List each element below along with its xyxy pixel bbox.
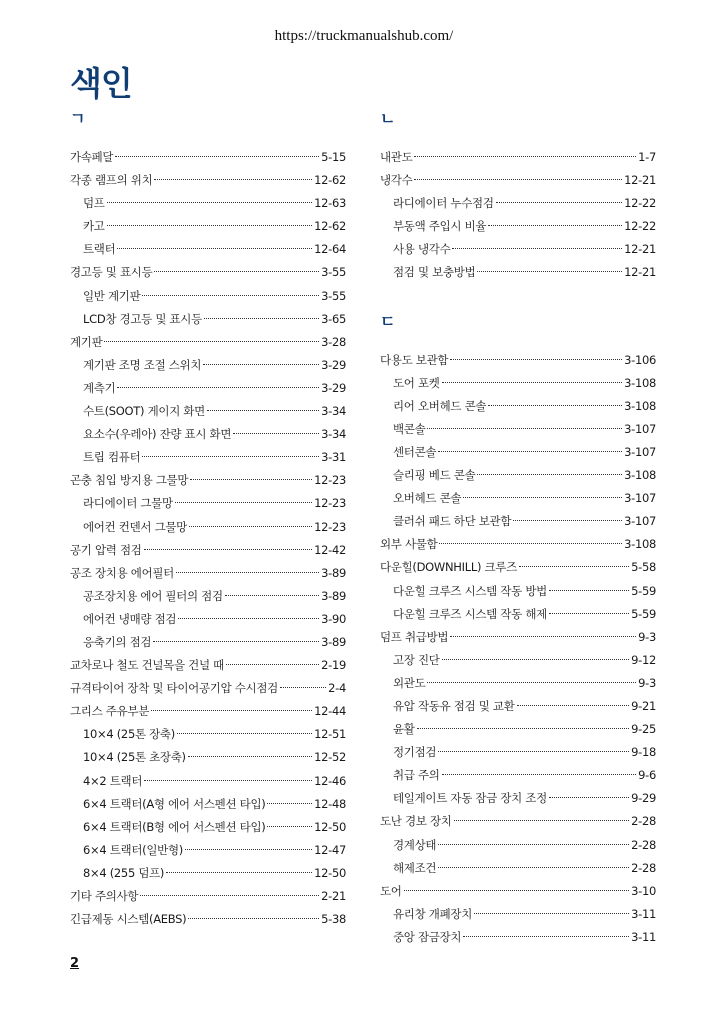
index-subentry [380,834,656,857]
index-subentry [70,585,346,608]
entry-text: 사용 냉각수 [393,242,451,257]
dot-leader [185,849,312,850]
entry-page: 12-52 [314,750,346,765]
entry-page: 3-107 [624,421,656,436]
entry-text: 백콘솔 [393,421,426,436]
entry-page: 9-21 [631,698,656,713]
entry-text: 슬리핑 베드 콘솔 [393,468,476,483]
entry-page: 3-89 [321,634,346,649]
entry-text: 리어 오버헤드 콘솔 [393,398,487,413]
entry-text: 규격타이어 장착 및 타이어공기압 수시점검 [70,681,278,696]
dot-leader [549,613,629,614]
index-entry [380,146,656,169]
entry-page: 3-10 [631,883,656,898]
index-subentry [70,192,346,215]
index-entry [70,654,346,677]
dot-leader [438,451,622,452]
index-entry [380,556,656,579]
dot-leader [142,456,319,457]
dot-leader [427,682,636,683]
index-entry [70,146,346,169]
index-subentry [70,446,346,469]
entry-page: 12-22 [624,219,656,234]
entry-text: 계기판 [70,334,103,349]
entry-page: 3-55 [321,288,346,303]
entry-page: 3-108 [624,398,656,413]
entry-page: 12-50 [314,865,346,880]
index-subentry [70,608,346,631]
dot-leader [203,364,319,365]
entry-text: 취급 주의 [393,768,440,783]
dot-leader [144,780,312,781]
entry-page: 9-12 [631,652,656,667]
dot-leader [280,687,326,688]
index-subentry [70,492,346,515]
dot-leader [450,359,622,360]
index-subentry [380,192,656,215]
index-subentry [380,903,656,926]
entry-page: 2-28 [631,814,656,829]
entry-text: 테일게이트 자동 잠금 장치 조정 [393,791,547,806]
dot-leader [178,618,319,619]
entry-page: 2-19 [321,658,346,673]
index-entry [70,169,346,192]
entry-page: 3-11 [631,906,656,921]
entry-page: 12-62 [314,173,346,188]
dot-leader [477,474,622,475]
dot-leader [226,664,319,665]
entry-text: 덤프 취급방법 [380,629,449,644]
dot-leader [549,590,629,591]
entry-text: 중앙 잠금장치 [393,929,462,944]
entry-text: 센터콘솔 [393,444,437,459]
entry-text: 기타 주의사항 [70,889,139,903]
dot-leader [117,248,312,249]
entry-page: 3-11 [631,929,656,944]
index-subentry [70,354,346,377]
index-entry [70,469,346,492]
entry-text: 라디에이터 누수점검 [393,196,494,211]
dot-leader [267,803,312,804]
dot-leader [549,797,629,798]
entry-text: 다운힐(DOWNHILL) 크루즈 [380,560,517,575]
entry-text: 카고 [83,219,105,234]
entry-page: 3-107 [624,514,656,529]
entry-page: 2-4 [328,681,346,696]
entry-page: 9-6 [638,768,656,783]
dot-leader [188,756,312,757]
dot-leader [463,936,629,937]
index-subentry [380,580,656,603]
group-letter: ㄱ [70,109,86,128]
index-subentry [380,215,656,238]
entry-text: 6×4 트랙터(일반형) [83,842,183,857]
entry-text: 수트(SOOT) 게이지 화면 [83,404,205,419]
dot-leader [477,271,622,272]
index-entry [380,626,656,649]
entry-page: 12-44 [314,704,346,719]
index-entry [70,908,346,931]
entry-text: 가속페달 [70,150,114,164]
entry-text: 경고등 및 표시등 [70,265,153,280]
index-subentry [380,672,656,695]
index-subentry [70,400,346,423]
dot-leader [104,341,319,342]
dot-leader [454,820,630,821]
index-subentry [70,816,346,839]
index-subentry [380,695,656,718]
index-subentry [70,839,346,862]
entry-text: 도어 포켓 [393,375,440,390]
dot-leader [450,636,636,637]
entry-page: 3-29 [321,357,346,372]
dot-leader [427,428,622,429]
dot-leader [513,520,622,521]
index-entry [70,261,346,284]
entry-text: 트랙터 [83,242,116,257]
entry-text: 내관도 [380,150,413,164]
entry-page: 3-31 [321,450,346,465]
index-subentry [380,441,656,464]
entry-page: 12-21 [624,173,656,188]
dot-leader [442,382,622,383]
entry-page: 3-106 [624,352,656,367]
entry-text: 교차로나 철도 건널목을 건널 때 [70,658,224,673]
index-group [380,312,656,949]
entry-text: 공조장치용 에어 필터의 점검 [83,588,223,603]
entry-text: 해제조건 [393,860,437,875]
entry-text: 고장 진단 [393,652,440,667]
entry-page: 2-21 [321,889,346,903]
dot-leader [414,179,622,180]
entry-text: 다운힐 크루즈 시스템 작동 해제 [393,606,547,621]
group-letter: ㄷ [380,311,396,331]
entry-text: 덤프 [83,196,105,211]
entry-text: 에어컨 컨덴서 그물망 [83,519,187,534]
entry-text: 도난 경보 장치 [380,814,452,829]
index-subentry [70,770,346,793]
index-entry [70,562,346,585]
entry-page: 9-29 [631,791,656,806]
index-subentry [70,238,346,261]
dot-leader [142,295,319,296]
entry-page: 12-62 [314,219,346,234]
dot-leader [153,641,319,642]
entry-page: 9-3 [638,629,656,644]
dot-leader [188,918,319,919]
dot-leader [151,710,312,711]
index-column-left [70,109,346,931]
entry-text: 8×4 (255 덤프) [83,865,165,880]
index-subentry [380,418,656,441]
index-subentry [380,372,656,395]
dot-leader [190,479,312,480]
index-subentry [380,926,656,949]
dot-leader [438,844,629,845]
entry-page: 9-18 [631,745,656,760]
entry-text: 다용도 보관함 [380,352,449,367]
entry-page: 3-108 [624,375,656,390]
dot-leader [488,405,622,406]
dot-leader [107,202,312,203]
entry-text: 공조 장치용 에어필터 [70,565,174,580]
dot-leader [207,410,319,411]
entry-page: 12-23 [314,519,346,534]
dot-leader [442,774,637,775]
index-subentry [380,487,656,510]
entry-page: 12-42 [314,542,346,557]
index-entry [380,533,656,556]
index-group [70,109,346,931]
dot-leader [176,572,319,573]
entry-page: 12-23 [314,473,346,488]
index-subentry [70,308,346,331]
index-subentry [70,862,346,885]
entry-page: 12-63 [314,196,346,211]
dot-leader [519,566,629,567]
dot-leader [517,705,630,706]
entry-text: 윤활 [393,722,415,737]
index-subentry [380,857,656,880]
entry-text: 계측기 [83,380,116,395]
index-subentry [380,718,656,741]
entry-page: 2-28 [631,860,656,875]
entry-text: 클러쉬 패드 하단 보관함 [393,514,512,529]
index-subentry [380,649,656,672]
dot-leader [107,225,312,226]
entry-page: 9-3 [638,675,656,690]
entry-page: 3-107 [624,491,656,506]
entry-text: 부동액 주입시 비율 [393,219,487,234]
index-subentry [380,603,656,626]
index-entry [380,349,656,372]
index-subentry [70,516,346,539]
dot-leader [144,549,313,550]
group-letter: ㄴ [380,109,396,128]
entry-text: 외관도 [393,675,426,690]
index-column-right [380,109,656,949]
dot-leader [267,826,312,827]
dot-leader [177,733,312,734]
entry-text: 에어컨 냉매량 점검 [83,611,177,626]
index-entry [380,880,656,903]
index-subentry [70,746,346,769]
entry-text: 도어 [380,883,402,898]
entry-page: 5-59 [631,583,656,598]
dot-leader [474,913,629,914]
index-subentry [70,423,346,446]
entry-text: 공기 압력 점검 [70,542,142,557]
index-subentry [70,793,346,816]
index-subentry [380,261,656,284]
dot-leader [496,202,622,203]
dot-leader [204,318,319,319]
dot-leader [438,867,629,868]
entry-page: 5-59 [631,606,656,621]
dot-leader [442,659,630,660]
entry-text: 10×4 (25톤 장축) [83,727,175,742]
dot-leader [404,890,629,891]
entry-text: 트립 컴퓨터 [83,450,141,465]
entry-page: 12-64 [314,242,346,257]
entry-page: 3-28 [321,334,346,349]
entry-page: 9-25 [631,722,656,737]
entry-text: 오버헤드 콘솔 [393,491,462,506]
dot-leader [117,387,319,388]
index-entry [70,331,346,354]
entry-page: 12-48 [314,796,346,811]
entry-text: 일반 계기판 [83,288,141,303]
entry-page: 3-108 [624,468,656,483]
dot-leader [166,872,312,873]
entry-text: 그리스 주유부분 [70,704,150,719]
entry-page: 1-7 [638,150,656,164]
index-subentry [380,741,656,764]
entry-text: 곤충 침입 방지용 그물망 [70,473,189,488]
page-title: 색인 [70,64,132,103]
dot-leader [414,156,636,157]
index-entry [70,885,346,908]
dot-leader [439,543,622,544]
dot-leader [463,497,622,498]
index-subentry [380,764,656,787]
entry-text: 경계상태 [393,837,437,852]
entry-text: 4×2 트랙터 [83,773,143,788]
entry-page: 5-15 [321,150,346,164]
entry-text: 유리창 개폐장치 [393,906,473,921]
dot-leader [140,895,319,896]
source-url[interactable]: https://truckmanualshub.com/ [274,28,454,44]
index-subentry [70,631,346,654]
entry-page: 12-22 [624,196,656,211]
entry-text: 긴급제동 시스템(AEBS) [70,912,187,927]
entry-text: 다운힐 크루즈 시스템 작동 방법 [393,583,547,598]
entry-text: 10×4 (25톤 초장축) [83,750,186,765]
dot-leader [417,728,629,729]
entry-page: 3-108 [624,537,656,552]
entry-text: 외부 사물함 [380,537,438,552]
entry-page: 12-46 [314,773,346,788]
index-entry [380,810,656,833]
entry-text: 각종 램프의 위치 [70,173,153,188]
entry-page: 5-38 [321,912,346,927]
entry-page: 3-90 [321,611,346,626]
entry-page: 3-34 [321,427,346,442]
entry-text: 유압 작동유 점검 및 교환 [393,698,515,713]
dot-leader [438,751,629,752]
index-entry [70,539,346,562]
entry-text: 6×4 트랙터(B형 에어 서스펜션 타입) [83,819,266,834]
entry-text: 점검 및 보충방법 [393,265,476,280]
index-subentry [380,510,656,533]
entry-page: 5-58 [631,560,656,575]
index-subentry [70,215,346,238]
page-number: 2 [70,956,80,971]
entry-page: 3-65 [321,311,346,326]
entry-page: 2-28 [631,837,656,852]
dot-leader [154,179,312,180]
entry-text: 요소수(우레아) 잔량 표시 화면 [83,427,232,442]
entry-text: 냉각수 [380,173,413,188]
entry-text: 응축기의 점검 [83,634,152,649]
entry-page: 12-23 [314,496,346,511]
index-entry [70,677,346,700]
index-subentry [380,395,656,418]
entry-page: 12-21 [624,242,656,257]
dot-leader [225,595,319,596]
entry-page: 3-55 [321,265,346,280]
entry-text: 라디에이터 그물망 [83,496,173,511]
dot-leader [189,526,312,527]
entry-page: 3-89 [321,588,346,603]
index-subentry [70,723,346,746]
dot-leader [115,156,319,157]
dot-leader [488,225,622,226]
entry-page: 3-34 [321,404,346,419]
entry-page: 3-89 [321,565,346,580]
index-group [380,109,656,285]
entry-text: 계기판 조명 조절 스위치 [83,357,202,372]
index-subentry [380,238,656,261]
entry-page: 12-51 [314,727,346,742]
entry-text: 6×4 트랙터(A형 에어 서스펜션 타입) [83,796,266,811]
index-entry [70,700,346,723]
index-subentry [70,377,346,400]
dot-leader [154,271,319,272]
entry-page: 12-47 [314,842,346,857]
dot-leader [233,433,319,434]
entry-page: 3-107 [624,444,656,459]
index-subentry [380,787,656,810]
entry-text: 정기점검 [393,745,437,760]
dot-leader [452,248,622,249]
entry-page: 12-50 [314,819,346,834]
entry-page: 3-29 [321,380,346,395]
entry-text: LCD창 경고등 및 표시등 [83,311,202,326]
index-subentry [380,464,656,487]
index-subentry [70,285,346,308]
entry-page: 12-21 [624,265,656,280]
dot-leader [175,502,312,503]
index-entry [380,169,656,192]
